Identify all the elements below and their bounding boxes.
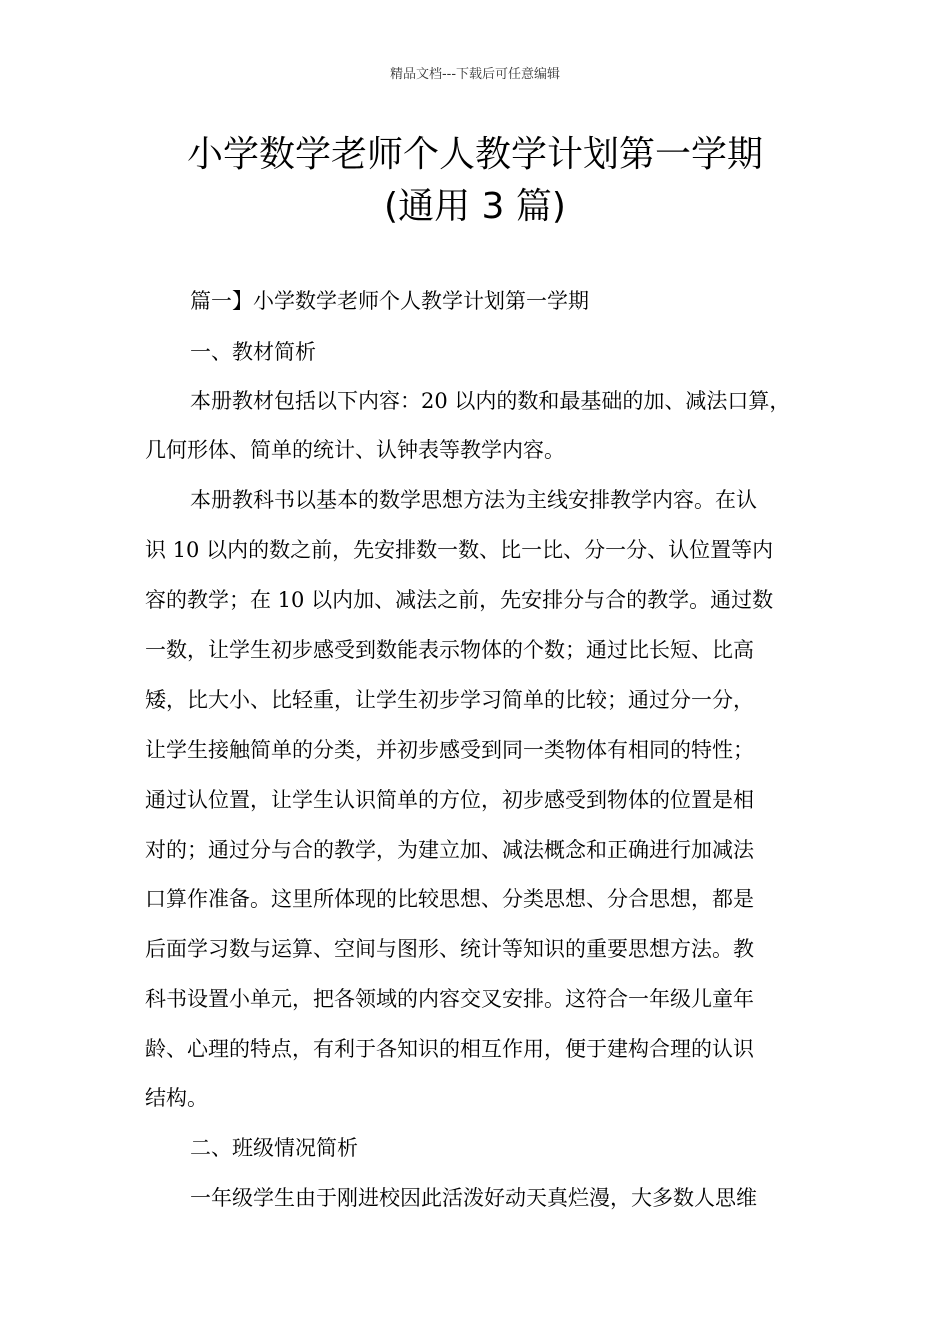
section-heading-class-analysis: 二、班级情况简析 <box>190 1136 358 1160</box>
paragraph-line: 识 10 以内的数之前，先安排数一数、比一比、分一分、认位置等内 <box>145 538 774 562</box>
paragraph-line: 龄、心理的特点，有利于各知识的相互作用，便于建构合理的认识 <box>145 1037 754 1061</box>
paragraph-line: 本册教材包括以下内容：20 以内的数和最基础的加、减法口算， <box>190 389 791 413</box>
paragraph-line: 几何形体、简单的统计、认钟表等教学内容。 <box>145 438 565 462</box>
section-heading-article-one: 篇一】小学数学老师个人教学计划第一学期 <box>190 289 589 313</box>
paragraph-line: 结构。 <box>145 1086 208 1110</box>
paragraph-line: 一数，让学生初步感受到数能表示物体的个数；通过比长短、比高 <box>145 638 754 662</box>
section-heading-textbook-analysis: 一、教材简析 <box>190 340 316 364</box>
page-header: 精品文档---下载后可任意编辑 <box>389 67 561 82</box>
paragraph-line: 对的；通过分与合的教学，为建立加、减法概念和正确进行加减法 <box>145 838 754 862</box>
paragraph-line: 科书设置小单元，把各领域的内容交叉安排。这符合一年级儿童年 <box>145 987 754 1011</box>
paragraph-line: 一年级学生由于刚进校因此活泼好动天真烂漫，大多数人思维 <box>190 1186 757 1210</box>
paragraph-line: 通过认位置，让学生认识简单的方位，初步感受到物体的位置是相 <box>145 788 754 812</box>
paragraph-line: 口算作准备。这里所体现的比较思想、分类思想、分合思想，都是 <box>145 887 754 911</box>
document-title-line-1: 小学数学老师个人教学计划第一学期 <box>186 134 763 175</box>
document-title-line-2: (通用 3 篇) <box>384 186 566 227</box>
paragraph-line: 容的教学；在 10 以内加、减法之前，先安排分与合的教学。通过数 <box>145 588 774 612</box>
paragraph-line: 让学生接触简单的分类，并初步感受到同一类物体有相同的特性； <box>145 738 754 762</box>
paragraph-line: 矮，比大小、比轻重，让学生初步学习简单的比较；通过分一分， <box>145 688 754 712</box>
paragraph-line: 后面学习数与运算、空间与图形、统计等知识的重要思想方法。教 <box>145 937 754 961</box>
paragraph-line: 本册教科书以基本的数学思想方法为主线安排教学内容。在认 <box>190 488 757 512</box>
